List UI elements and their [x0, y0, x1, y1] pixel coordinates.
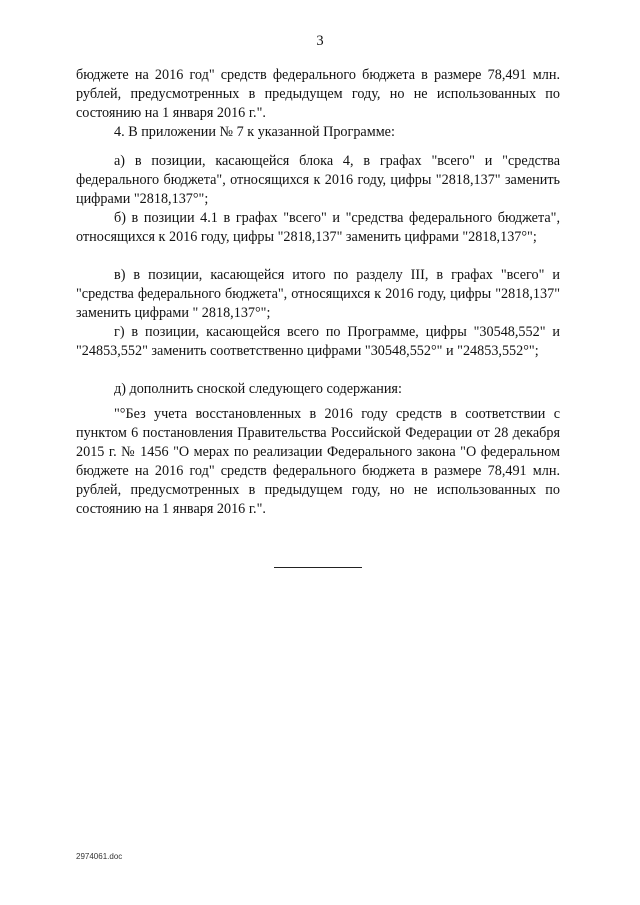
file-name-footer: 2974061.doc [76, 852, 123, 861]
paragraph-footnote-text: "°Без учета восстановленных в 2016 году средств в соответствии с пунктом 6 постановления Правительства Российской Федерации от 28 декабря 2015 г. № 1456 "О мерах по реализации Федерального закона "О федеральном бюджете на 2016 год" средств федерального бюджета в размере 78,491 млн. рублей, предусмотренных в предыдущем году, но не использованных по состоянию на 1 января 2016 г.". [76, 406, 560, 517]
end-divider-line [274, 567, 362, 568]
paragraph-subitem-g: г) в позиции, касающейся всего по Программе, цифры "30548,552" и "24853,552" заменить соответственно цифрами "30548,552°" и "24853,552°"; [76, 324, 560, 359]
page-number: 3 [316, 33, 324, 49]
paragraph-subitem-d: д) дополнить сноской следующего содержания: [114, 381, 402, 397]
paragraph-continuation: бюджете на 2016 год" средств федерального бюджета в размере 78,491 млн. рублей, предусмотренных в предыдущем году, но не использованных по состоянию на 1 января 2016 г.". [76, 67, 560, 121]
paragraph-subitem-b: б) в позиции 4.1 в графах "всего" и "средства федерального бюджета", относящихся к 2016 году, цифры "2818,137" заменить цифрами "2818,137°"; [76, 210, 560, 245]
paragraph-subitem-v: в) в позиции, касающейся итого по разделу III, в графах "всего" и "средства федерального бюджета", относящихся к 2016 году, цифры "2818,137" заменить цифрами " 2818,137°"; [76, 267, 560, 321]
paragraph-subitem-a: а) в позиции, касающейся блока 4, в графах "всего" и "средства федерального бюджета", относящихся к 2016 году, цифры "2818,137" заменить цифрами "2818,137°"; [76, 153, 560, 207]
paragraph-item-4: 4. В приложении № 7 к указанной Программе: [114, 124, 395, 140]
